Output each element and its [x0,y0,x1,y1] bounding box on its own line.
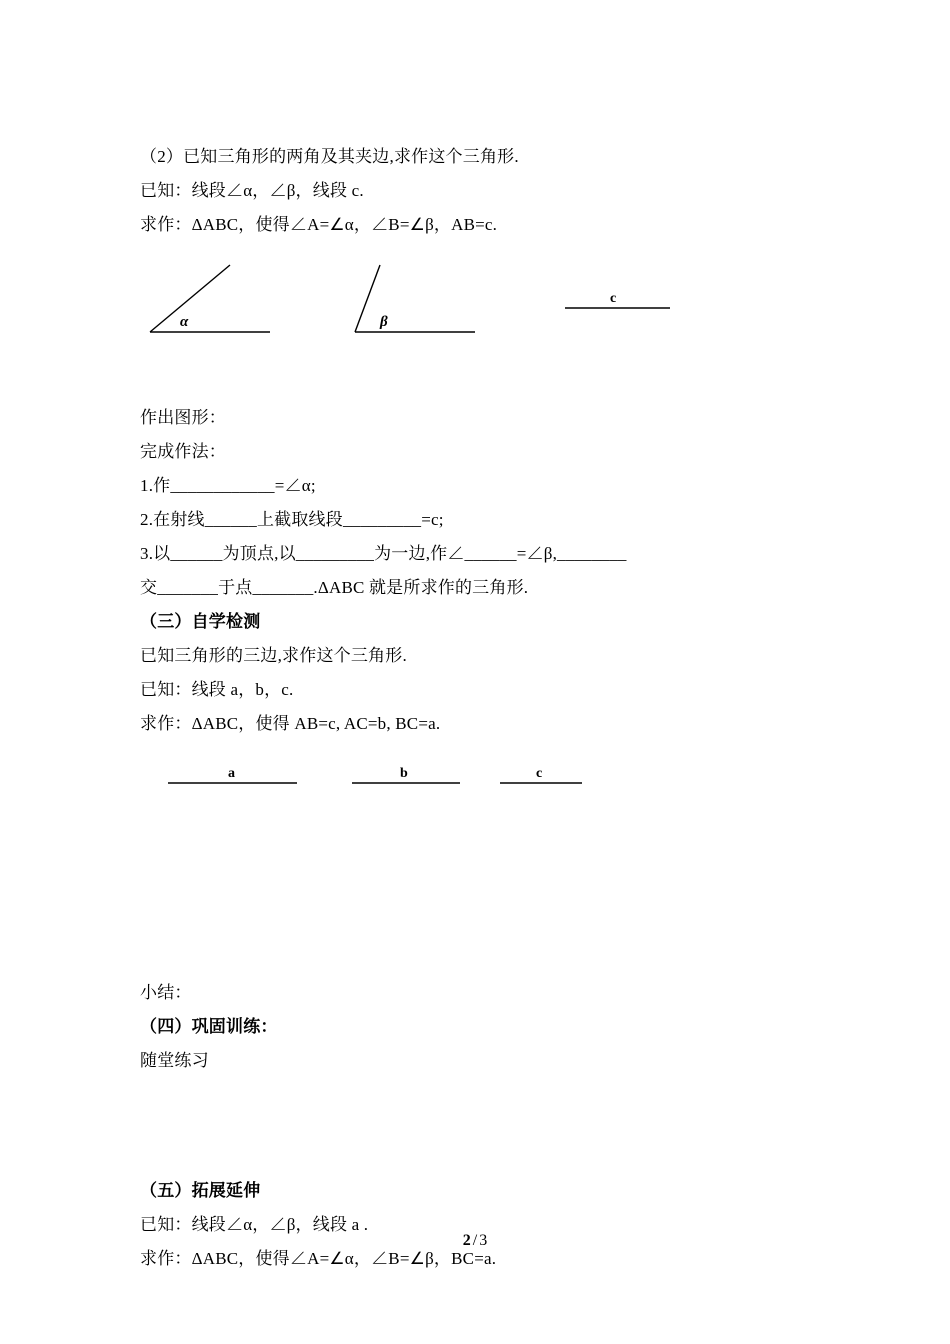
paragraph-construct-1: 求作：ΔABC，使得∠A=∠α，∠B=∠β，AB=c. [140,215,498,234]
paragraph-complete-method: 完成作法： [140,442,226,461]
heading-section-three: （三）自学检测 [140,612,261,631]
paragraph-exercises: 随堂练习 [140,1051,209,1070]
segment-c2-label: c [536,766,543,781]
heading-section-five: （五）拓展延伸 [140,1181,261,1200]
angle-beta-label: β [380,314,388,330]
segment-c-label: c [610,291,617,306]
paragraph-problem2-statement: （2）已知三角形的两角及其夹边,求作这个三角形. [140,147,519,166]
paragraph-step-3a: 3.以______为顶点,以_________为一边,作∠______=∠β,________ [140,544,627,563]
paragraph-step-3b: 交_______于点_______.ΔABC 就是所求作的三角形. [140,578,529,597]
paragraph-step-2: 2.在射线______上截取线段_________=c; [140,510,444,529]
paragraph-given-1: 已知：线段∠α，∠β，线段 c. [140,181,364,200]
footer-total-pages: 3 [479,1232,488,1249]
paragraph-construct-3: 求作：ΔABC，使得∠A=∠α，∠B=∠β，BC=a. [140,1249,497,1268]
footer-separator: / [472,1232,478,1249]
paragraph-given-3: 已知：线段∠α，∠β，线段 a . [140,1215,369,1234]
figure-three-segments [140,755,820,801]
paragraph-given-2: 已知：线段 a，b，c. [140,680,294,699]
angle-alpha-label: α [180,314,189,330]
page-footer [0,1232,950,1250]
segment-a-label: a [228,766,235,781]
segments-figure-svg [140,755,820,801]
paragraph-selftest-statement: 已知三角形的三边,求作这个三角形. [140,646,407,665]
document-body [140,140,820,1276]
paragraph-draw-figure: 作出图形： [140,408,226,427]
paragraph-step-1: 1.作____________=∠α; [140,476,316,495]
angles-figure-svg [140,260,820,365]
heading-section-four: （四）巩固训练： [140,1017,278,1036]
segment-b-label: b [400,766,408,781]
paragraph-construct-2: 求作：ΔABC，使得 AB=c, AC=b, BC=a. [140,714,441,733]
paragraph-summary: 小结： [140,983,192,1002]
footer-page-number: 2 [462,1232,471,1249]
figure-angles-and-segment [140,260,820,365]
